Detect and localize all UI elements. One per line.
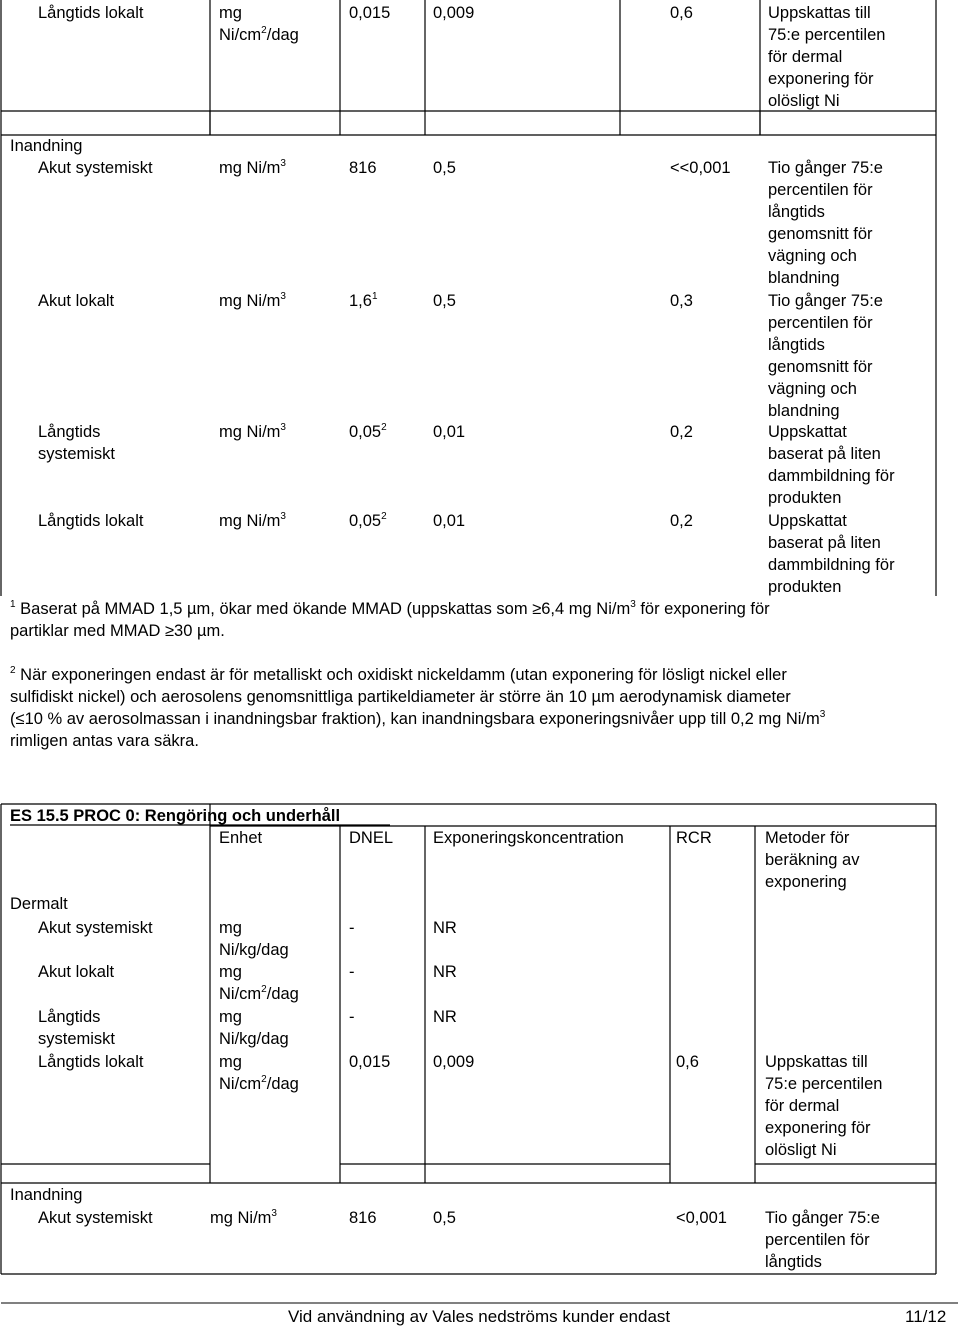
- t1-row4-unit: mg $Ni/m^3$: [219, 510, 286, 530]
- t1-top-unit: mg $Ni/cm^2$/dag: [219, 4, 299, 44]
- t1-row2-rcr: 0,3: [670, 292, 693, 310]
- t2-d2-conc: NR: [433, 963, 457, 981]
- t1-row1-label: Akut systemiskt: [38, 159, 153, 177]
- t2-header-conc: Exponeringskoncentration: [433, 829, 624, 847]
- t2-d4-dnel: 0,015: [349, 1053, 391, 1071]
- footer-text: Vid användning av Vales nedströms kunder endast: [288, 1307, 671, 1326]
- t2-i1-unit: mg $Ni/m^3$: [210, 1207, 277, 1227]
- t1-row2-dnel: $1,6^1$: [349, 290, 378, 310]
- t2-header-dnel: DNEL: [349, 829, 394, 847]
- t2-d1-label: Akut systemiskt: [38, 919, 153, 937]
- t2-d3-dnel: -: [349, 1008, 355, 1026]
- t2-d4-conc: 0,009: [433, 1053, 475, 1071]
- t1-row1-method: Tio gånger 75:e percentilen för långtids genomsnitt för vägning och blandning: [768, 159, 883, 287]
- t2-d2-unit: mg $Ni/cm^2$/dag: [219, 963, 299, 1003]
- t2-d1-dnel: -: [349, 919, 355, 937]
- t1-row4-conc: 0,01: [433, 512, 466, 530]
- t2-d2-dnel: -: [349, 963, 355, 981]
- t2-title: ES 15.5 PROC 0: Rengöring och underhåll: [10, 807, 341, 825]
- t1-row4-label: Långtids lokalt: [38, 512, 144, 530]
- t1-row2-unit: mg $Ni/m^3$: [219, 290, 286, 310]
- t1-row4-rcr: 0,2: [670, 512, 693, 530]
- t2-d4-unit: mg $Ni/cm^2$/dag: [219, 1053, 299, 1093]
- t1-row2-method: Tio gånger 75:e percentilen för långtids genomsnitt för vägning och blandning: [768, 292, 883, 420]
- t1-row4-dnel: 0,05$^2$: [349, 510, 387, 530]
- t1-row3-method: Uppskattat baserat på liten dammbildning för produkten: [768, 423, 895, 507]
- t1-row1-dnel: 816: [349, 159, 377, 177]
- t1-row3-unit: mg $Ni/m^3$: [219, 421, 286, 441]
- t2-d3-label: Långtids systemiskt: [38, 1008, 116, 1048]
- footnote-2-line4: rimligen antas vara säkra.: [10, 732, 199, 750]
- t2-i1-method: Tio gånger 75:e percentilen för långtids: [765, 1209, 880, 1271]
- t2-d4-rcr: 0,6: [676, 1053, 699, 1071]
- footnote-1: $^1$ Baserat på MMAD 1,5 µm, ökar med ökande MMAD (uppskattas som ≥6,4 mg $Ni/m^3$ för exponering för: [10, 598, 770, 618]
- t1-top-dnel: 0,015: [349, 4, 391, 22]
- t2-d4-label: Långtids lokalt: [38, 1053, 144, 1071]
- t1-row3-rcr: 0,2: [670, 423, 693, 441]
- t2-d4-method: Uppskattas till 75:e percentilen för dermal exponering för olösligt Ni: [765, 1053, 883, 1159]
- t1-inhalation-header: Inandning: [10, 137, 83, 155]
- t2-header-rcr: RCR: [676, 829, 712, 847]
- t1-top-rcr: 0,6: [670, 4, 693, 22]
- t2-header-unit: Enhet: [219, 829, 263, 847]
- t1-row1-rcr: <<0,001: [670, 159, 731, 177]
- t2-i1-label: Akut systemiskt: [38, 1209, 153, 1227]
- t2-i1-dnel: 816: [349, 1209, 377, 1227]
- t2-dermal-header: Dermalt: [10, 895, 68, 913]
- footnote-2: $^2$ När exponeringen endast är för metalliskt och oxidiskt nickeldamm (utan exponering för lösligt nickel eller: [10, 664, 787, 684]
- t1-row1-unit: mg $Ni/m^3$: [219, 157, 286, 177]
- t2-inhalation-header: Inandning: [10, 1186, 83, 1204]
- t2-i1-conc: 0,5: [433, 1209, 456, 1227]
- footnote-1-line2: partiklar med MMAD ≥30 µm.: [10, 622, 225, 640]
- t2-header-method: Metoder för beräkning av exponering: [765, 829, 860, 891]
- t2-d1-conc: NR: [433, 919, 457, 937]
- t1-row3-conc: 0,01: [433, 423, 466, 441]
- t1-top-method: Uppskattas till 75:e percentilen för dermal exponering för olösligt Ni: [768, 4, 886, 110]
- footnote-2-line2: sulfidiskt nickel) och aerosolens genomsnittliga partikeldiameter är större än 10 µm aerodynamisk diameter: [10, 688, 791, 706]
- t2-d3-unit: mg Ni/kg/dag: [219, 1008, 289, 1048]
- t1-row3-label: Långtids systemiskt: [38, 423, 116, 463]
- t1-row1-conc: 0,5: [433, 159, 456, 177]
- t2-i1-rcr: <0,001: [676, 1209, 727, 1227]
- t2-d1-unit: mg Ni/kg/dag: [219, 919, 289, 959]
- page-number: 11/12: [905, 1307, 947, 1326]
- t1-top-conc: 0,009: [433, 4, 475, 22]
- t1-top-label: Långtids lokalt: [38, 4, 144, 22]
- t1-row2-label: Akut lokalt: [38, 292, 115, 310]
- t2-d3-conc: NR: [433, 1008, 457, 1026]
- t2-d2-label: Akut lokalt: [38, 963, 115, 981]
- footnote-2-line3: (≤10 % av aerosolmassan i inandningsbar fraktion), kan inandningsbara exponeringsnivåer upp till 0,2 mg $Ni/m^3$: [10, 708, 826, 728]
- t1-row4-method: Uppskattat baserat på liten dammbildning för produkten: [768, 512, 895, 596]
- t1-row3-dnel: 0,05$^2$: [349, 421, 387, 441]
- t1-row2-conc: 0,5: [433, 292, 456, 310]
